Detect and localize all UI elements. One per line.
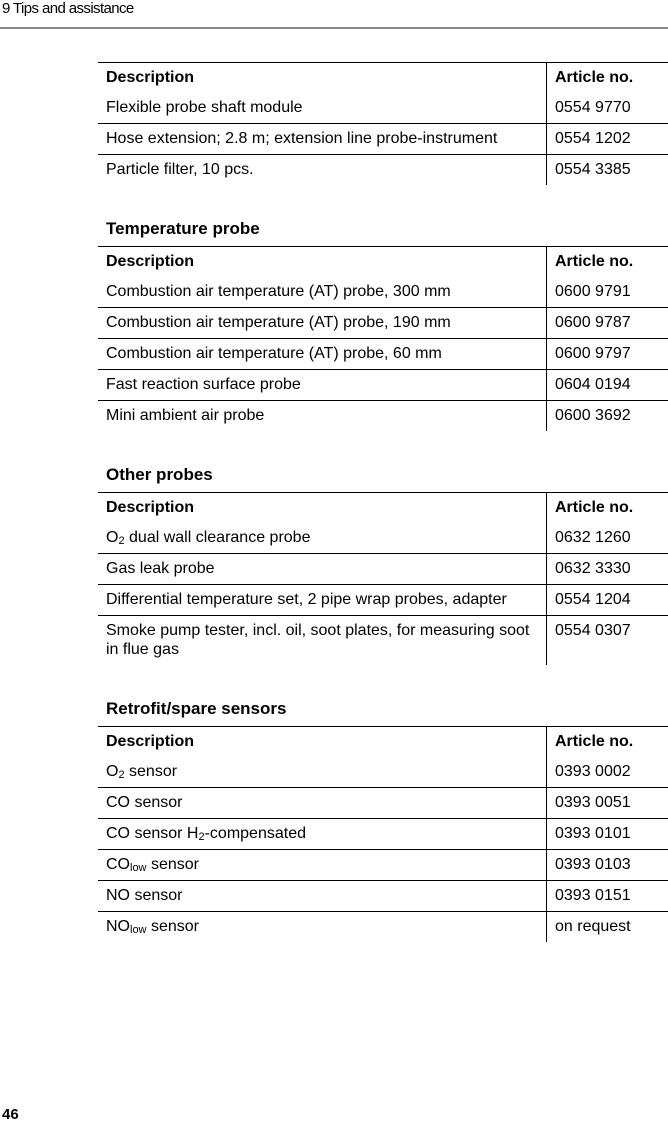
subscript-text: 2: [198, 831, 205, 843]
description-text: NO: [106, 918, 130, 935]
table-row: [98, 308, 668, 339]
subscript-text: low: [130, 924, 147, 936]
running-head-title: 9 Tips and assistance: [2, 0, 134, 17]
subscript-text: 2: [118, 769, 125, 781]
other-probes-section: [98, 465, 668, 665]
table-row: [98, 757, 668, 788]
article-number-cell: 0554 1202: [547, 124, 668, 155]
table-row: [98, 523, 668, 554]
section-title: Other probes: [106, 465, 213, 484]
probe-accessories-section: [98, 62, 668, 185]
table-header-row: [98, 63, 668, 94]
header-divider: [0, 27, 668, 29]
article-number-cell: 0393 0101: [547, 819, 668, 850]
description-cell: Smoke pump tester, incl. oil, soot plates, for measuring soot in flue gas: [106, 622, 530, 658]
table-row: [98, 616, 668, 666]
column-header-article-no: Article no.: [547, 63, 668, 94]
subscript-text: low: [130, 862, 147, 874]
description-cell: [98, 819, 547, 850]
article-number-cell: 0600 9791: [547, 277, 668, 308]
description-cell: NO sensor: [106, 887, 183, 904]
column-header-article-no: Article no.: [547, 247, 668, 278]
column-header-article-no: Article no.: [547, 727, 668, 758]
table-row: [98, 585, 668, 616]
article-number-cell: 0632 1260: [547, 523, 668, 554]
description-text: sensor: [146, 856, 199, 873]
description-cell: Flexible probe shaft module: [106, 99, 303, 116]
description-cell: Particle filter, 10 pcs.: [106, 161, 254, 178]
other-probes-table: [98, 492, 668, 665]
description-cell: [98, 912, 547, 943]
article-number-cell: 0554 0307: [547, 616, 668, 666]
column-header-description: Description: [106, 733, 195, 750]
probe-accessories-table: [98, 62, 668, 185]
article-number-cell: 0554 1204: [547, 585, 668, 616]
page-content: [98, 62, 668, 976]
description-text: dual wall clearance probe: [124, 529, 311, 546]
temperature-probe-table: [98, 246, 668, 431]
table-row: [98, 93, 668, 124]
column-header-article-no: Article no.: [547, 493, 668, 524]
article-number-cell: 0604 0194: [547, 370, 668, 401]
description-text: O: [106, 529, 119, 546]
article-number-cell: 0554 3385: [547, 155, 668, 186]
table-row: [98, 339, 668, 370]
article-number-cell: 0600 9787: [547, 308, 668, 339]
table-row: [98, 819, 668, 850]
description-text: O: [106, 763, 119, 780]
section-title: Temperature probe: [106, 219, 260, 238]
temperature-probe-section: [98, 219, 668, 431]
description-text: sensor: [124, 763, 178, 780]
table-row: [98, 155, 668, 186]
article-number-cell: on request: [547, 912, 668, 943]
description-cell: Combustion air temperature (AT) probe, 300 mm: [106, 283, 451, 300]
description-cell: Combustion air temperature (AT) probe, 60 mm: [106, 345, 442, 362]
table-row: [98, 401, 668, 432]
description-cell: [98, 850, 547, 881]
table-row: [98, 788, 668, 819]
description-text: sensor: [146, 918, 199, 935]
description-text: CO sensor H: [106, 825, 199, 842]
table-row: [98, 881, 668, 912]
retrofit-sensors-table: [98, 726, 668, 942]
description-cell: CO sensor: [106, 794, 183, 811]
article-number-cell: 0600 9797: [547, 339, 668, 370]
table-header-row: [98, 247, 668, 278]
retrofit-sensors-section: [98, 699, 668, 942]
column-header-description: Description: [106, 253, 195, 270]
description-cell: Gas leak probe: [106, 560, 215, 577]
page-number: 46: [2, 1106, 19, 1123]
column-header-description: Description: [106, 499, 195, 516]
description-cell: Combustion air temperature (AT) probe, 190 mm: [106, 314, 451, 331]
table-row: [98, 850, 668, 881]
column-header-description: Description: [106, 69, 195, 86]
table-header-row: [98, 727, 668, 758]
description-cell: Hose extension; 2.8 m; extension line probe-instrument: [106, 130, 498, 147]
article-number-cell: 0632 3330: [547, 554, 668, 585]
article-number-cell: 0600 3692: [547, 401, 668, 432]
article-number-cell: 0393 0002: [547, 757, 668, 788]
article-number-cell: 0393 0151: [547, 881, 668, 912]
table-row: [98, 277, 668, 308]
article-number-cell: 0393 0103: [547, 850, 668, 881]
table-row: [98, 124, 668, 155]
subscript-text: 2: [118, 535, 125, 547]
table-row: [98, 370, 668, 401]
description-cell: Mini ambient air probe: [106, 407, 265, 424]
description-cell: Fast reaction surface probe: [106, 376, 301, 393]
table-row: [98, 912, 668, 943]
section-title: Retrofit/spare sensors: [106, 699, 287, 718]
description-cell: Differential temperature set, 2 pipe wrap probes, adapter: [106, 591, 507, 608]
table-row: [98, 554, 668, 585]
article-number-cell: 0393 0051: [547, 788, 668, 819]
description-text: CO: [106, 856, 130, 873]
table-header-row: [98, 493, 668, 524]
article-number-cell: 0554 9770: [547, 93, 668, 124]
description-cell: [98, 523, 547, 554]
description-cell: [98, 757, 547, 788]
description-text: -compensated: [204, 825, 306, 842]
